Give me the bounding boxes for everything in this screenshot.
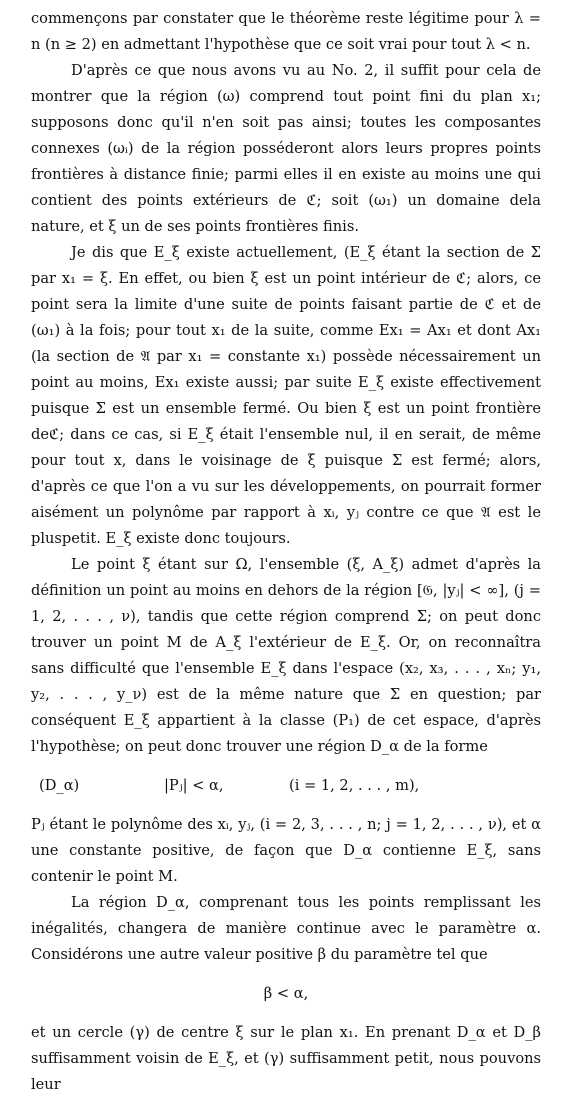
display-equation-beta — [31, 968, 541, 1020]
paragraph-7: et un cercle (γ) de centre ξ sur le plan x₁. En prenant D_α et D_β suffisamment voisin de E_ξ, et (γ) suffisamment petit, nous pouvons leur — [31, 1024, 541, 1093]
paragraph-1: commençons par constater que le théorème reste légitime pour λ = n (n ≥ 2) en admettant l'hypothèse que ce soit vrai pour tout λ < n. — [31, 10, 541, 53]
equation-inequality: |Pⱼ| < α, — [164, 777, 224, 794]
paragraph-5: Pⱼ étant le polynôme des xᵢ, yⱼ, (i = 2, 3, . . . , n; j = 1, 2, . . . , ν), et α une constante positive, de façon que D_α contienne E_ξ, sans contenir le point M. — [31, 816, 541, 885]
equation-range: (i = 1, 2, . . . , m), — [289, 777, 420, 794]
paragraph-6: La région D_α, comprenant tous les points remplissant les inégalités, changera de manière continue avec le paramètre α. Considérons une autre valeur positive β du paramètre tel que — [31, 894, 541, 963]
display-equation-d-alpha — [31, 760, 541, 812]
paragraph-2: D'après ce que nous avons vu au No. 2, il suffit pour cela de montrer que la région (ω) comprend tout point fini du plan x₁; supposons donc qu'il n'en soit pas ainsi; toutes les composantes connexes (ωᵢ) de la région posséderont alors leurs propres points frontières à distance finie; parmi elles il en existe au moins une qui contient des points extérieurs de ℭ; soit (ω₁) un domaine dela nature, et ξ un de ses points frontières finis. — [31, 62, 541, 235]
paragraph-4: Le point ξ étant sur Ω, l'ensemble (ξ, A_ξ) admet d'après la définition un point au moins en dehors de la région [𝔊, |yⱼ| < ∞], (j = 1, 2, . . . , ν), tandis que cette région comprend Σ; on peut donc trouver un point M de A_ξ l'extérieur de E_ξ. Or, on reconnaîtra sans difficulté que l'ensemble E_ξ dans l'espace (x₂, x₃, . . . , xₙ; y₁, y₂, . . . , y_ν) est de la même nature que Σ en question; par conséquent E_ξ appartient à la classe (P₁) de cet espace, d'après l'hypothèse; on peut donc trouver une région D_α de la forme — [31, 556, 541, 755]
paragraph-3: Je dis que E_ξ existe actuellement, (E_ξ étant la section de Σ par x₁ = ξ. En effet, ou bien ξ est un point intérieur de ℭ; alors, ce point sera la limite d'une suite de points faisant partie de ℭ et de (ω₁) à la fois; pour tout x₁ de la suite, comme Ex₁ = Ax₁ et dont Ax₁ (la section de 𝔄 par x₁ = constante x₁) possède nécessairement un point au moins, Ex₁ existe aussi; par suite E_ξ existe effectivement puisque Σ est un ensemble fermé. Ou bien ξ est un point frontière deℭ; dans ce cas, si E_ξ était l'ensemble nul, il en serait, de même pour tout x, dans le voisinage de ξ puisque Σ est fermé; alors, d'après ce que l'on a vu sur les développements, on pourrait former aisément un polynôme par rapport à xᵢ, yⱼ contre ce que 𝔄 est le pluspetit. E_ξ existe donc toujours. — [31, 244, 541, 547]
equation-label: (D_α) — [39, 777, 80, 794]
paper-page — [31, 6, 541, 1098]
equation-beta-less-alpha: β < α, — [263, 985, 309, 1002]
